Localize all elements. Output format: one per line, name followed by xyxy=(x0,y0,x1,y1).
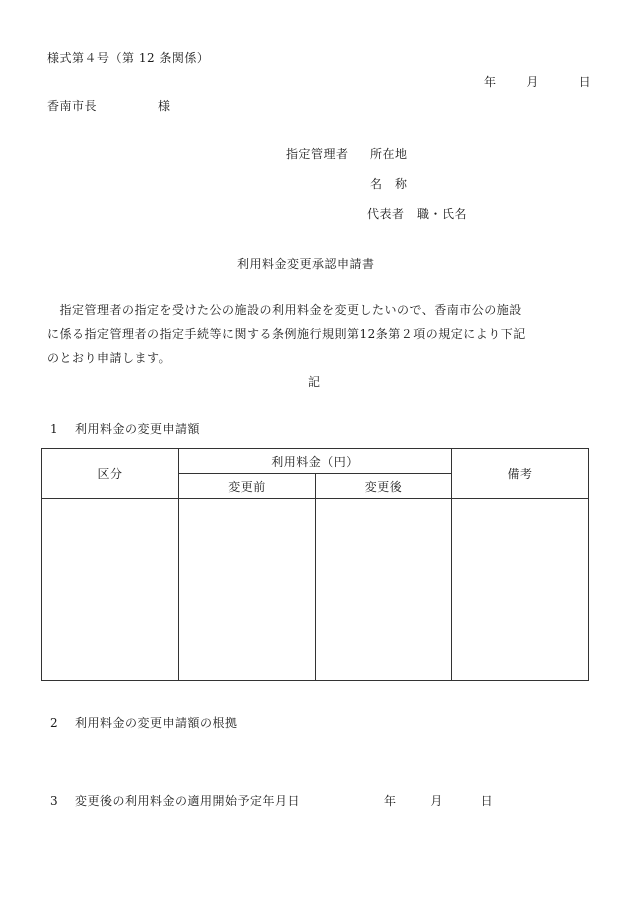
item3-year: 年 xyxy=(384,794,397,808)
item-1-heading: 1 利用料金の変更申請額 xyxy=(50,422,200,436)
ki-marker: 記 xyxy=(308,375,321,389)
body-line: のとおり申請します。 xyxy=(47,351,172,365)
header-before: 変更前 xyxy=(179,474,316,499)
item-3-date xyxy=(384,795,493,807)
cell-before[interactable] xyxy=(179,499,316,681)
applicant-role: 指定管理者 xyxy=(286,147,349,161)
fee-change-table xyxy=(41,448,589,681)
addressee xyxy=(47,100,97,112)
applicant-name-label: 名 称 xyxy=(370,177,408,191)
item3-month: 月 xyxy=(430,794,443,808)
document-title: 利用料金変更承認申請書 xyxy=(237,257,375,271)
date-month: 月 xyxy=(526,75,539,89)
header-fee-group: 利用料金（円） xyxy=(179,449,452,474)
header-category: 区分 xyxy=(42,449,179,499)
cell-category[interactable] xyxy=(42,499,179,681)
date-line xyxy=(484,76,591,88)
applicant-address-label: 所在地 xyxy=(370,147,408,161)
date-year: 年 xyxy=(484,75,497,89)
form-number: 様式第４号（第 12 条関係） xyxy=(47,51,210,65)
addressee-honorific: 様 xyxy=(158,99,171,113)
body-paragraph xyxy=(47,298,592,370)
addressee-name: 香南市長 xyxy=(47,99,98,113)
header-after: 変更後 xyxy=(316,474,452,499)
item-2-heading: 2 利用料金の変更申請額の根拠 xyxy=(50,716,238,730)
item-3-heading: 3 変更後の利用料金の適用開始予定年月日 xyxy=(50,794,300,808)
body-line: 指定管理者の指定を受けた公の施設の利用料金を変更したいので、香南市公の施設 xyxy=(47,303,522,317)
date-day: 日 xyxy=(578,75,592,89)
applicant-representative-label: 代表者 職・氏名 xyxy=(367,207,468,221)
header-remarks: 備考 xyxy=(452,449,589,499)
item3-day: 日 xyxy=(480,794,494,808)
body-line: に係る指定管理者の指定手続等に関する条例施行規則第12条第２項の規定により下記 xyxy=(47,327,526,341)
cell-remarks[interactable] xyxy=(452,499,589,681)
cell-after[interactable] xyxy=(316,499,452,681)
